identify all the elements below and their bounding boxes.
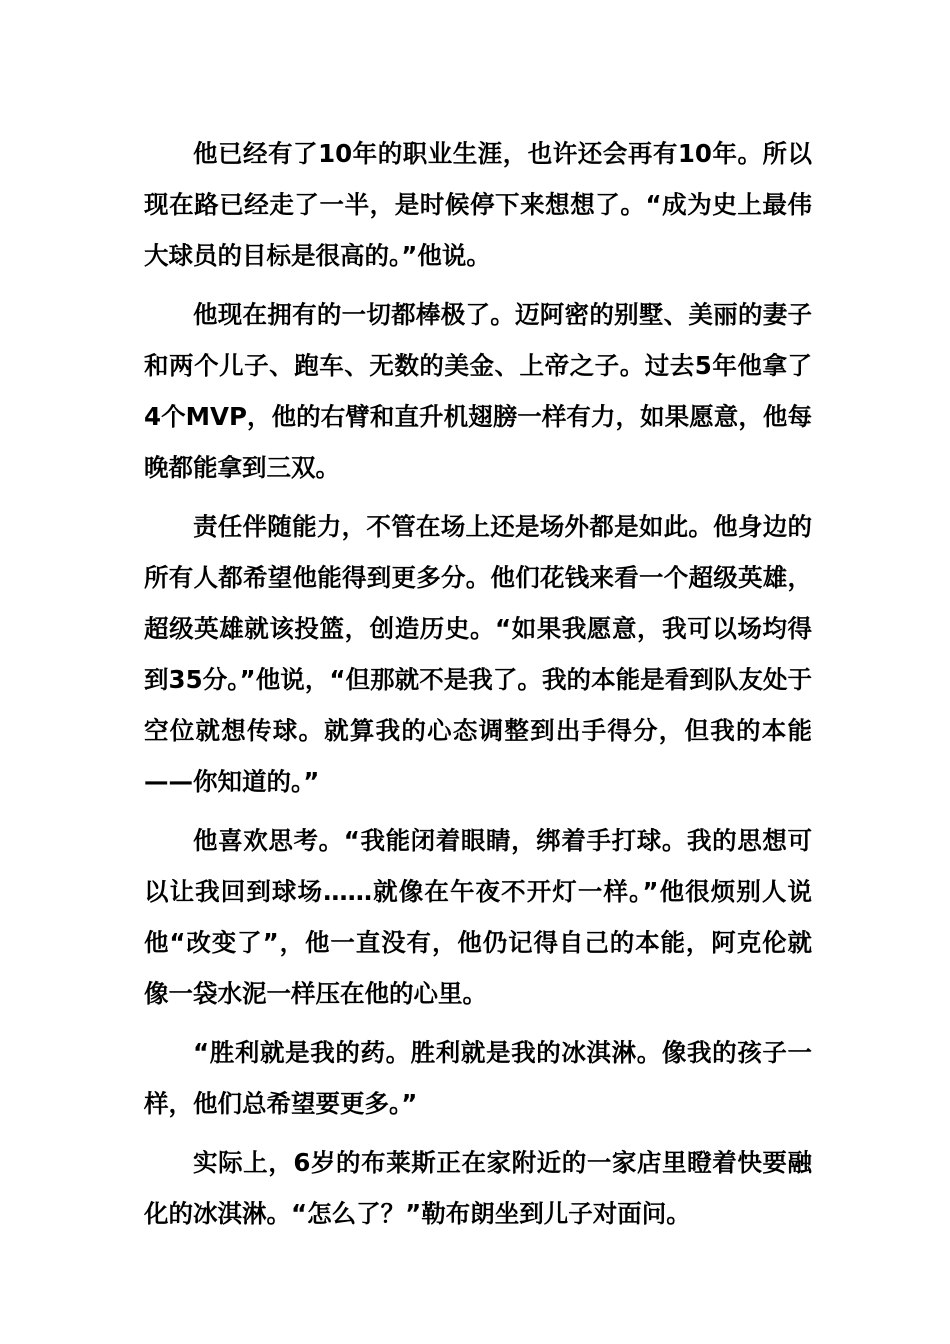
paragraph-6: 实际上，6岁的布莱斯正在家附近的一家店里瞪着快要融化的冰淇淋。“怎么了？”勒布朗坐到儿子对面问。 xyxy=(144,1148,812,1228)
paragraph-3: 责任伴随能力，不管在场上还是场外都是如此。他身边的所有人都希望他能得到更多分。他们花钱来看一个超级英雄，超级英雄就该投篮，创造历史。“如果我愿意，我可以场均得到35分。”他说，“但那就不是我了。我的本能是看到队友处于空位就想传球。就算我的心态调整到出手得分，但我的本能——你知道的。” xyxy=(144,512,812,796)
paragraph-2: 他现在拥有的一切都棒极了。迈阿密的别墅、美丽的妻子和两个儿子、跑车、无数的美金、上帝之子。过去5年他拿了4个MVP，他的右臂和直升机翅膀一样有力，如果愿意，他每晚都能拿到三双。 xyxy=(144,300,812,482)
paragraph-5: “胜利就是我的药。胜利就是我的冰淇淋。像我的孩子一样，他们总希望要更多。” xyxy=(144,1038,812,1118)
article-body xyxy=(144,128,812,1247)
paragraph-1: 他已经有了10年的职业生涯，也许还会再有10年。所以现在路已经走了一半，是时候停下来想想了。“成为史上最伟大球员的目标是很高的。”他说。 xyxy=(144,139,812,270)
paragraph-4: 他喜欢思考。“我能闭着眼睛，绑着手打球。我的思想可以让我回到球场……就像在午夜不开灯一样。”他很烦别人说他“改变了”，他一直没有，他仍记得自己的本能，阿克伦就像一袋水泥一样压在他的心里。 xyxy=(144,826,812,1008)
